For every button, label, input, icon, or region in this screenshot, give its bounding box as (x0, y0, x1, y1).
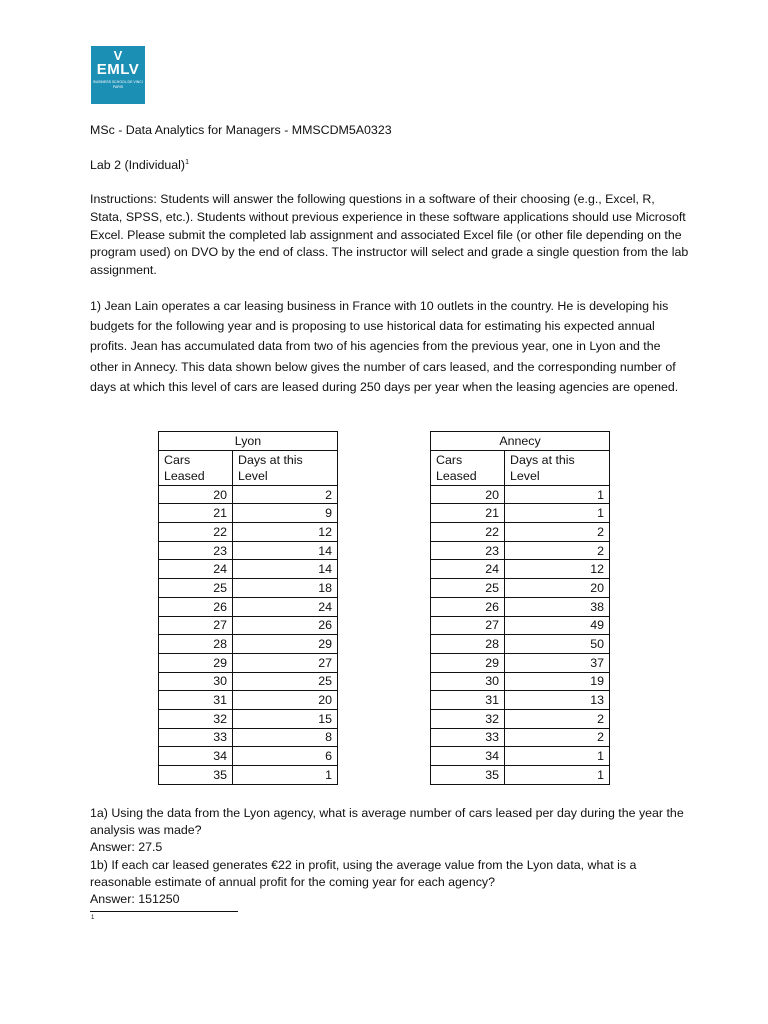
cars-leased-cell: 27 (159, 616, 233, 635)
cars-leased-cell: 20 (159, 485, 233, 504)
cars-leased-cell: 31 (431, 691, 505, 710)
days-cell: 2 (505, 523, 610, 542)
table-row (159, 747, 338, 766)
cars-leased-cell: 23 (431, 541, 505, 560)
days-cell: 1 (505, 766, 610, 785)
cars-leased-cell: 21 (431, 504, 505, 523)
table-row (431, 597, 610, 616)
table-row (159, 728, 338, 747)
table-title: Annecy (431, 432, 610, 451)
days-cell: 27 (233, 653, 338, 672)
days-cell: 25 (233, 672, 338, 691)
table-row (159, 485, 338, 504)
cars-leased-cell: 35 (431, 766, 505, 785)
cars-leased-cell: 25 (159, 579, 233, 598)
days-cell: 12 (505, 560, 610, 579)
cars-leased-cell: 24 (431, 560, 505, 579)
cars-leased-cell: 29 (431, 653, 505, 672)
table-row (159, 597, 338, 616)
cars-leased-cell: 35 (159, 766, 233, 785)
table-row (159, 766, 338, 785)
table-row (159, 691, 338, 710)
days-cell: 12 (233, 523, 338, 542)
table-row (159, 579, 338, 598)
cars-leased-cell: 28 (159, 635, 233, 654)
column-header-days: Days at this Level (505, 450, 610, 485)
table-row (159, 560, 338, 579)
days-cell: 19 (505, 672, 610, 691)
table-row (431, 635, 610, 654)
days-cell: 49 (505, 616, 610, 635)
course-title: MSc - Data Analytics for Managers - MMSCDM5A0323 (90, 123, 392, 137)
footnote-ref: 1 (185, 158, 189, 166)
days-cell: 20 (233, 691, 338, 710)
table-row (431, 485, 610, 504)
days-cell: 15 (233, 709, 338, 728)
cars-leased-cell: 21 (159, 504, 233, 523)
table-row (431, 616, 610, 635)
table-row (431, 560, 610, 579)
table-row (159, 541, 338, 560)
days-cell: 6 (233, 747, 338, 766)
table-row (431, 728, 610, 747)
days-cell: 50 (505, 635, 610, 654)
days-cell: 26 (233, 616, 338, 635)
days-cell: 1 (233, 766, 338, 785)
annecy-table (430, 431, 610, 785)
days-cell: 14 (233, 560, 338, 579)
instructions: Instructions: Students will answer the following questions in a software of their choosing (e.g., Excel, R, Stata, SPSS, etc.). Students without previous experience in these software applications should use Microsoft Excel. Please submit the completed lab assignment and associated Excel file (or other file depending on the program used) on DVO by the end of class. The instructor will select and grade a single question from the lab assignment. (90, 192, 689, 278)
table-row (159, 672, 338, 691)
cars-leased-cell: 26 (431, 597, 505, 616)
lab-title: Lab 2 (Individual) (90, 158, 186, 172)
table-row (159, 653, 338, 672)
cars-leased-cell: 28 (431, 635, 505, 654)
question-1b: 1b) If each car leased generates €22 in profit, using the average value from the Lyon data, what is a reasonable estimate of annual profit for the coming year for each agency? (90, 858, 637, 889)
table-row (431, 766, 610, 785)
cars-leased-cell: 32 (159, 709, 233, 728)
days-cell: 1 (505, 747, 610, 766)
days-cell: 2 (505, 728, 610, 747)
days-cell: 2 (233, 485, 338, 504)
answer-1a: Answer: 27.5 (90, 840, 163, 854)
table-row (431, 653, 610, 672)
table-title: Lyon (159, 432, 338, 451)
days-cell: 37 (505, 653, 610, 672)
question-1a: 1a) Using the data from the Lyon agency, what is average number of cars leased per day during the year the analysis was made? (90, 806, 684, 837)
table-row (431, 504, 610, 523)
days-cell: 8 (233, 728, 338, 747)
logo-name: EMLV (96, 61, 140, 78)
cars-leased-cell: 32 (431, 709, 505, 728)
cars-leased-cell: 20 (431, 485, 505, 504)
cars-leased-cell: 34 (431, 747, 505, 766)
cars-leased-cell: 22 (431, 523, 505, 542)
logo-mark: V (113, 48, 123, 63)
days-cell: 24 (233, 597, 338, 616)
footnote-number: 1 (91, 915, 95, 921)
days-cell: 2 (505, 709, 610, 728)
column-header-days: Days at this Level (233, 450, 338, 485)
table-row (431, 709, 610, 728)
days-cell: 18 (233, 579, 338, 598)
column-header-cars: Cars Leased (431, 450, 505, 485)
days-cell: 1 (505, 485, 610, 504)
cars-leased-cell: 30 (159, 672, 233, 691)
table-row (159, 709, 338, 728)
lab-title-line (90, 157, 690, 174)
table-row (159, 635, 338, 654)
cars-leased-cell: 26 (159, 597, 233, 616)
table-row (159, 523, 338, 542)
table-row (431, 747, 610, 766)
table-row (431, 579, 610, 598)
cars-leased-cell: 34 (159, 747, 233, 766)
days-cell: 38 (505, 597, 610, 616)
days-cell: 29 (233, 635, 338, 654)
days-cell: 13 (505, 691, 610, 710)
column-header-cars: Cars Leased (159, 450, 233, 485)
cars-leased-cell: 31 (159, 691, 233, 710)
cars-leased-cell: 24 (159, 560, 233, 579)
table-row (431, 672, 610, 691)
cars-leased-cell: 23 (159, 541, 233, 560)
cars-leased-cell: 29 (159, 653, 233, 672)
footnote-rule (90, 911, 238, 912)
cars-leased-cell: 30 (431, 672, 505, 691)
table-row (159, 616, 338, 635)
question-1: 1) Jean Lain operates a car leasing business in France with 10 outlets in the country. He is developing his budgets for the following year and is proposing to use historical data for estimating his expected annual profits. Jean has accumulated data from two of his agencies from the previous year, one in Lyon and the other in Annecy. This data shown below gives the number of cars leased, and the corresponding number of days at which this level of cars are leased during 250 days per year when the leasing agencies are opened. (90, 299, 679, 394)
table-row (159, 504, 338, 523)
days-cell: 2 (505, 541, 610, 560)
days-cell: 20 (505, 579, 610, 598)
cars-leased-cell: 33 (159, 728, 233, 747)
days-cell: 14 (233, 541, 338, 560)
table-row (431, 523, 610, 542)
lyon-table (158, 431, 338, 785)
cars-leased-cell: 33 (431, 728, 505, 747)
cars-leased-cell: 25 (431, 579, 505, 598)
emlv-logo (91, 46, 145, 104)
table-row (431, 691, 610, 710)
cars-leased-cell: 22 (159, 523, 233, 542)
answer-1b: Answer: 151250 (90, 892, 180, 906)
days-cell: 1 (505, 504, 610, 523)
logo-subtitle: BUSINESS SCHOOL DE VINCI PARIS (93, 80, 143, 89)
cars-leased-cell: 27 (431, 616, 505, 635)
days-cell: 9 (233, 504, 338, 523)
table-row (431, 541, 610, 560)
